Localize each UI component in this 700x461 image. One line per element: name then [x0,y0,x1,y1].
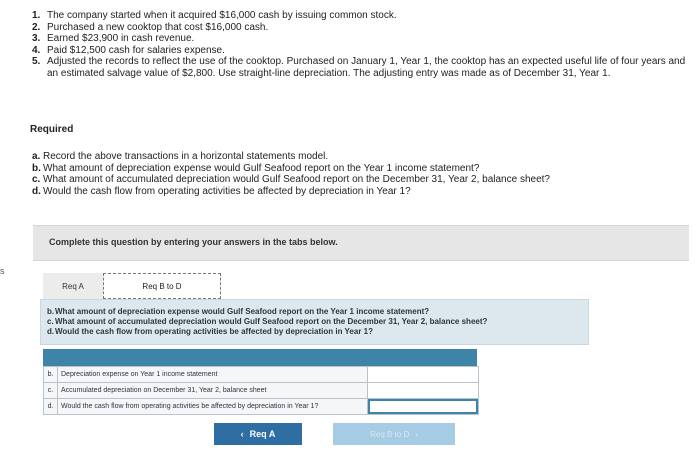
transaction-number: 1. [32,10,41,21]
transaction-item [32,33,692,45]
transactions-list [32,10,692,80]
answer-cell [368,399,479,415]
panel-question-text: Would the cash flow from operating activities be affected by depreciation in Year 1? [55,327,373,336]
prev-req-a-button[interactable] [214,423,302,445]
panel-question-text: What amount of accumulated depreciation would Gulf Seafood report on the December 31, Year 2, balance sheet? [55,317,488,326]
panel-question-letter: b. [47,307,55,316]
chevron-right-icon: › [415,429,418,439]
panel-question-text: What amount of depreciation expense would Gulf Seafood report on the Year 1 income statement? [55,307,430,316]
table-row [44,399,479,415]
transaction-text: Adjusted the records to reflect the use of the cooktop. Purchased on January 1, Year 1, the cooktop has an expected useful life of four years and an estimated salvage value of $2,800. Use straight-line depreciation. The adjusting entry was made as of December 31, Year 1. [47,56,686,79]
row-label: Accumulated depreciation on December 31, Year 2, balance sheet [58,383,368,399]
next-button-label: Req B to D [370,429,410,439]
depreciation-expense-input[interactable] [368,368,478,381]
tab-label: Req B to D [142,281,182,291]
prev-button-label: Req A [249,429,276,439]
tab-req-b-to-d[interactable] [103,273,221,299]
transaction-number: 2. [32,21,41,33]
question-panel [40,299,589,345]
transaction-item [32,10,692,22]
transaction-number: 4. [32,44,41,56]
panel-question-letter: c. [47,317,54,326]
panel-question [47,307,487,317]
answer-cell [368,367,479,383]
row-letter: d. [44,399,58,415]
panel-question-letter: d. [47,327,55,336]
requirement-item [32,186,672,198]
requirement-text: What amount of depreciation expense would Gulf Seafood report on the Year 1 income statement? [43,162,480,174]
table-row [44,367,479,383]
requirement-text: What amount of accumulated depreciation would Gulf Seafood report on the December 31, Year 2, balance sheet? [43,174,550,186]
requirement-text: Record the above transactions in a horizontal statements model. [43,151,329,162]
transaction-item [32,22,692,34]
required-heading: Required [30,124,74,135]
transaction-text: Paid $12,500 cash for salaries expense. [47,44,225,56]
instruction-bar [33,225,689,261]
next-req-b-to-d-button [333,423,455,445]
answer-table [43,366,479,415]
row-letter: b. [44,367,58,383]
requirement-text: Would the cash flow from operating activities be affected by depreciation in Year 1? [43,185,411,197]
edge-mark: s [0,266,5,276]
tab-req-a[interactable] [43,273,103,299]
panel-question [47,317,487,327]
requirement-letter: d. [32,185,41,197]
requirement-letter: a. [32,151,41,162]
transaction-text: Earned $23,900 in cash revenue. [47,33,195,45]
requirement-item [32,163,672,175]
requirement-letter: c. [32,174,41,186]
row-label: Would the cash flow from operating activities be affected by depreciation in Year 1? [58,399,368,415]
transaction-number: 5. [32,56,41,68]
transaction-item [32,56,692,79]
transaction-item [32,45,692,57]
answer-table-header [43,349,477,366]
answer-cell [368,383,479,399]
requirement-item [32,151,672,163]
requirement-item [32,174,672,186]
panel-question [47,327,487,337]
row-letter: c. [44,383,58,399]
requirement-letter: b. [32,162,41,174]
transaction-number: 3. [32,33,41,45]
instruction-text: Complete this question by entering your answers in the tabs below. [49,237,338,247]
transaction-text: The company started when it acquired $16,000 cash by issuing common stock. [47,10,397,21]
chevron-left-icon: ‹ [240,429,244,439]
row-label: Depreciation expense on Year 1 income statement [58,367,368,383]
accumulated-depreciation-input[interactable] [368,384,478,397]
cash-flow-affected-input[interactable] [368,400,478,413]
table-row [44,383,479,399]
requirements-list [32,151,672,197]
tab-label: Req A [62,281,84,291]
transaction-text: Purchased a new cooktop that cost $16,000 cash. [47,21,269,33]
